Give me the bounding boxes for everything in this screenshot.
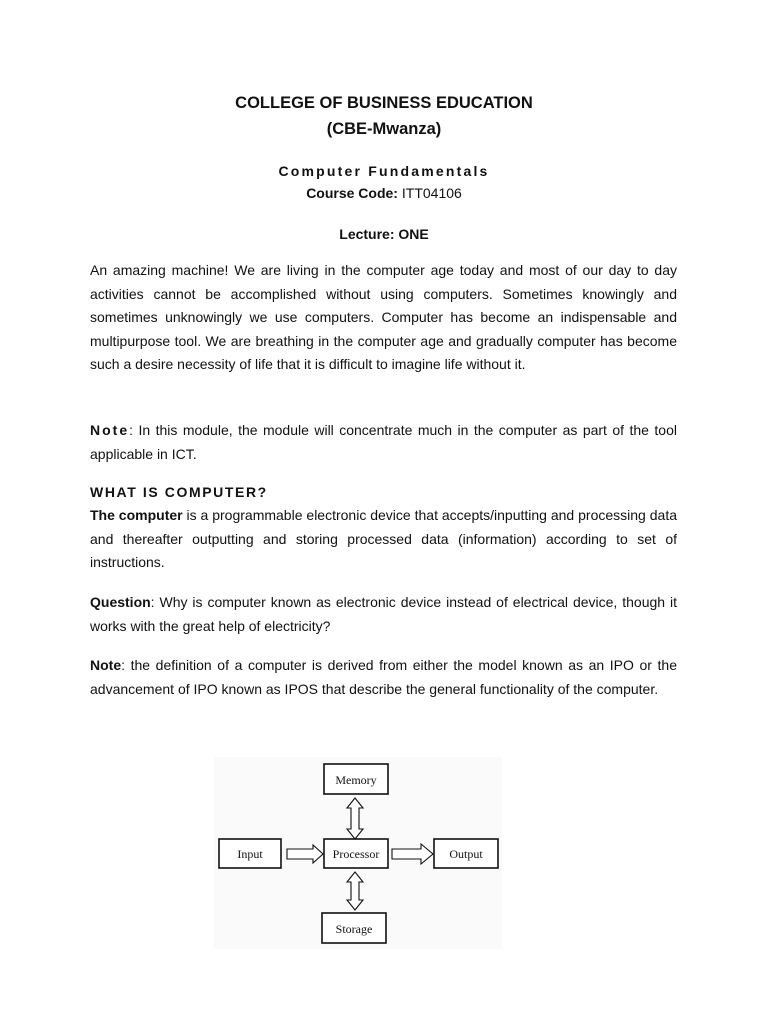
- note-label-2: Note: [90, 657, 122, 673]
- question-label: Question: [90, 594, 151, 610]
- definition-text: is a programmable electronic device that accepts/inputting and processing data and thereafter outputting and storing processed data (information) according to set of instructions.: [90, 507, 677, 571]
- definition-term: The computer: [90, 507, 183, 523]
- note-label-1: Note: [90, 422, 130, 438]
- course-code-value: ITT04106: [401, 185, 462, 201]
- storage-label: Storage: [335, 922, 373, 936]
- input-label: Input: [237, 847, 263, 861]
- section-heading-what-is-computer: WHAT IS COMPUTER?: [90, 484, 268, 500]
- input-processor-arrow: [287, 845, 323, 863]
- question-paragraph: [90, 591, 677, 638]
- course-code: [0, 185, 768, 201]
- memory-processor-arrow: [347, 798, 363, 839]
- note-text-2: : the definition of a computer is derived from either the model known as an IPO or the advancement of IPO known as IPOS that describe the general functionality of the computer.: [90, 657, 677, 697]
- campus-title: (CBE-Mwanza): [326, 120, 442, 138]
- course-code-label: Course Code:: [306, 185, 398, 201]
- intro-paragraph: An amazing machine! We are living in the computer age today and most of our day to day activities cannot be accomplished without using computers. Sometimes knowingly and sometimes unknowingly we use computers. Computer has become an indispensable and multipurpose tool. We are breathing in the computer age and gradually computer has become such a desire necessity of life that it is difficult to imagine life without it.: [90, 262, 677, 373]
- course-title: Computer Fundamentals: [278, 163, 490, 179]
- ipos-diagram: [214, 757, 502, 949]
- note-text-1: : In this module, the module will concentrate much in the computer as part of the tool applicable in ICT.: [90, 422, 677, 462]
- note-paragraph-1: [90, 419, 677, 466]
- college-title: COLLEGE OF BUSINESS EDUCATION: [235, 94, 533, 112]
- question-text: : Why is computer known as electronic device instead of electrical device, though it works with the great help of electricity?: [90, 594, 677, 634]
- note-paragraph-2: [90, 654, 677, 701]
- output-label: Output: [449, 847, 483, 861]
- definition-paragraph: [90, 504, 677, 575]
- memory-label: Memory: [335, 773, 377, 787]
- processor-storage-arrow: [347, 872, 363, 910]
- processor-output-arrow: [392, 844, 433, 864]
- processor-label: Processor: [332, 847, 380, 861]
- lecture-title: Lecture: ONE: [339, 226, 429, 242]
